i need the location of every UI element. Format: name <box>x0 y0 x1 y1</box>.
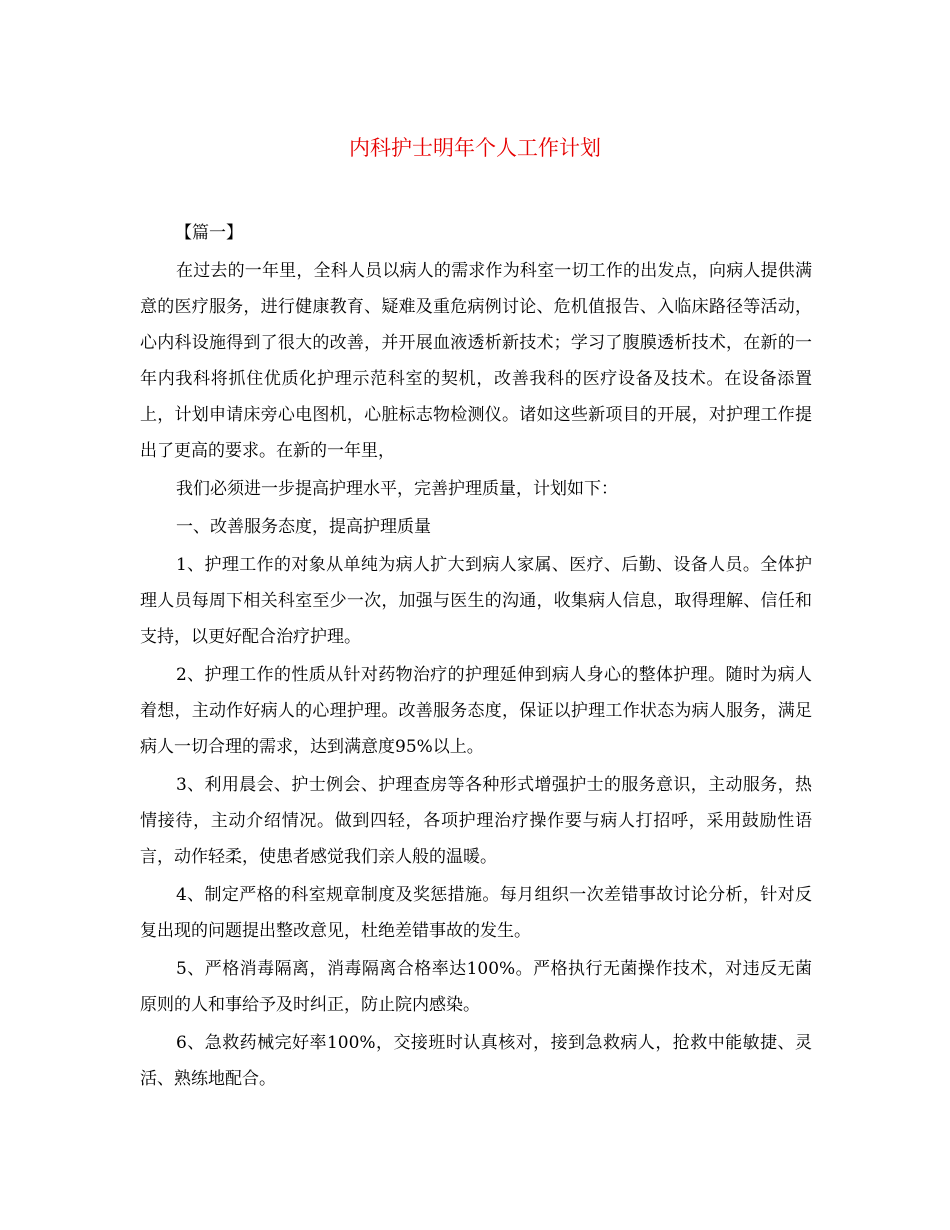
paragraph-item-6: 6、急救药械完好率100%，交接班时认真核对，接到急救病人，抢救中能敏捷、灵活、熟练地配合。 <box>140 1033 812 1089</box>
paragraph-intro: 在过去的一年里，全科人员以病人的需求作为科室一切工作的出发点，向病人提供满意的医疗服务，进行健康教育、疑难及重危病例讨论、危机值报告、入临床路径等活动，心内科设施得到了很大的改善，并开展血液透析新技术；学习了腹膜透析技术，在新的一年内我科将抓住优质化护理示范科室的契机，改善我科的医疗设备及技术。在设备添置上，计划申请床旁心电图机，心脏标志物检测仪。诸如这些新项目的开展，对护理工作提出了更高的要求。在新的一年里， <box>140 261 812 461</box>
paragraph-heading-1: 一、改善服务态度，提高护理质量 <box>176 517 431 537</box>
paragraph-item-2: 2、护理工作的性质从针对药物治疗的护理延伸到病人身心的整体护理。随时为病人着想，主动作好病人的心理护理。改善服务态度，保证以护理工作状态为病人服务，满足病人一切合理的需求，达到满意度95%以上。 <box>140 665 812 757</box>
paragraph-item-4: 4、制定严格的科室规章制度及奖惩措施。每月组织一次差错事故讨论分析，针对反复出现的问题提出整改意见，杜绝差错事故的发生。 <box>140 885 812 941</box>
paragraph-item-1: 1、护理工作的对象从单纯为病人扩大到病人家属、医疗、后勤、设备人员。全体护理人员每周下相关科室至少一次，加强与医生的沟通，收集病人信息，取得理解、信任和支持，以更好配合治疗护理。 <box>140 555 812 647</box>
section-label: 【篇一】 <box>175 223 243 243</box>
paragraph-item-5: 5、严格消毒隔离，消毒隔离合格率达100%。严格执行无菌操作技术，对违反无菌原则的人和事给予及时纠正，防止院内感染。 <box>140 959 812 1015</box>
paragraph-item-3: 3、利用晨会、护士例会、护理查房等各种形式增强护士的服务意识，主动服务，热情接待，主动介绍情况。做到四轻，各项护理治疗操作要与病人打招呼，采用鼓励性语言，动作轻柔，使患者感觉我们亲人般的温暖。 <box>140 775 812 867</box>
paragraph-plan-lead: 我们必须进一步提高护理水平，完善护理质量，计划如下： <box>176 479 618 499</box>
document-body <box>140 215 812 1097</box>
document-title: 内科护士明年个人工作计划 <box>349 136 601 160</box>
